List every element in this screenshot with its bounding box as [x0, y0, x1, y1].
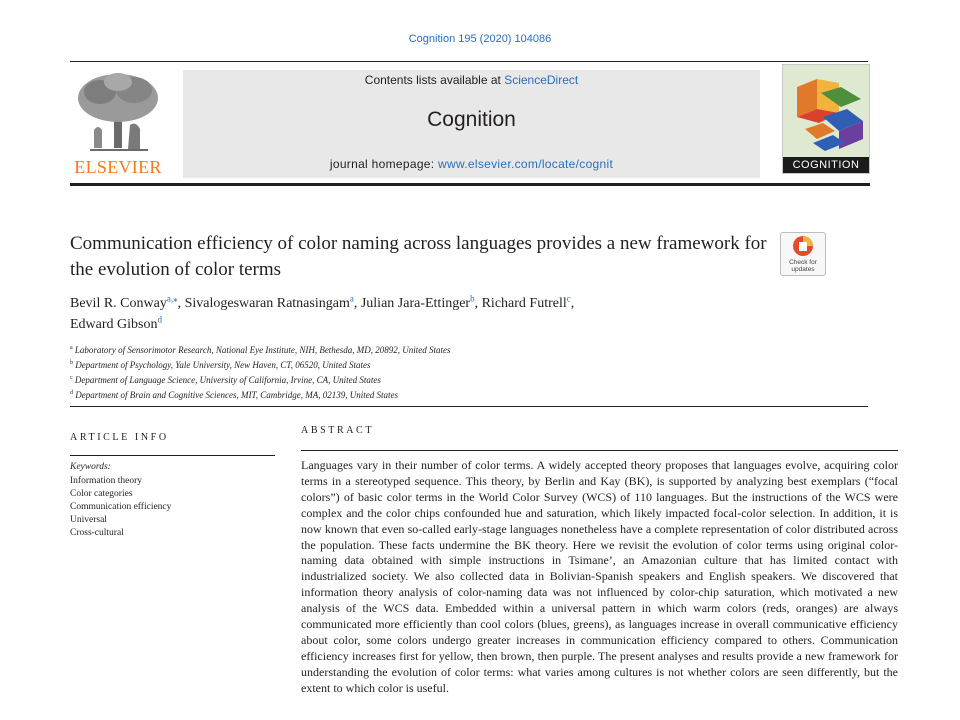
keyword-item: Communication efficiency	[70, 502, 172, 512]
author-name: Bevil R. Conway	[70, 296, 167, 311]
homepage-prefix: journal homepage:	[329, 157, 439, 171]
author-name: Julian Jara-Ettinger	[360, 296, 471, 311]
check-updates-icon	[781, 233, 825, 259]
author[interactable]	[184, 293, 354, 311]
author-affiliation-marker[interactable]: c	[566, 293, 571, 304]
author-name: Edward Gibson	[70, 317, 158, 332]
check-updates-label: Check for updates	[789, 259, 817, 273]
contents-line	[183, 73, 760, 87]
author-name: Sivalogeswaran Ratnasingam	[184, 296, 350, 311]
author-affiliation-marker[interactable]: b	[470, 293, 475, 304]
header-rule	[70, 61, 868, 62]
affiliation-item	[70, 372, 770, 387]
cover-art-icon	[783, 65, 869, 157]
section-divider	[70, 406, 868, 407]
author[interactable]	[481, 293, 571, 311]
tree-icon	[70, 70, 166, 158]
author-affiliation-marker[interactable]: a,⁎	[166, 293, 178, 304]
author[interactable]	[360, 293, 475, 311]
affiliation-text: Laboratory of Sensorimotor Research, National Eye Institute, NIH, Bethesda, MD, 20892, United States	[74, 345, 451, 355]
affiliation-letter: c	[70, 375, 73, 381]
keyword-item: Cross-cultural	[70, 528, 124, 538]
journal-name: Cognition	[427, 108, 516, 131]
sciencedirect-link[interactable]: ScienceDirect	[504, 73, 579, 87]
homepage-line	[183, 157, 760, 171]
homepage-link[interactable]: www.elsevier.com/locate/cognit	[438, 157, 614, 171]
journal-reference[interactable]: Cognition 195 (2020) 104086	[408, 33, 552, 45]
affiliation-item	[70, 342, 770, 357]
author[interactable]	[70, 314, 162, 332]
affiliation-letter: a	[70, 345, 73, 351]
affiliation-text: Department of Brain and Cognitive Sciences, MIT, Cambridge, MA, 02139, United States	[75, 390, 399, 400]
affiliation-text: Department of Psychology, Yale University, New Haven, CT, 06520, United States	[75, 360, 371, 370]
journal-masthead	[183, 70, 760, 178]
check-for-updates-button[interactable]	[780, 232, 826, 276]
author-affiliation-marker[interactable]: d	[157, 314, 162, 325]
header-rule-thick	[70, 183, 870, 186]
author-list: Bevil R. Conway$^{a,⁎}$, Sivalogeswaran Ratnasingam$^a$, Julian Jara-Ettinger$^b$, Richard Futrell$^c$, Edward Gibson$^d$	[70, 293, 575, 332]
author-name: Richard Futrell	[481, 296, 567, 311]
affiliation-list	[70, 342, 770, 402]
keyword-item: Information theory	[70, 476, 143, 486]
affiliation-text: Department of Language Science, University of California, Irvine, CA, United States	[74, 375, 381, 385]
affiliation-letter: b	[70, 360, 73, 366]
contents-prefix: Contents lists available at	[364, 73, 505, 87]
author-affiliation-marker[interactable]: a	[349, 293, 354, 304]
article-info-heading: ARTICLE INFO	[70, 432, 169, 443]
abstract-text: Languages vary in their number of color terms. A widely accepted theory proposes that languages evolve, acquiring color terms in a stereotyped sequence. This theory, by Berlin and Kay (BK), is supported by analyzing best exemplars (“focal colors”) of basic color terms in the World Color Survey (WCS) of 110 languages. But the instructions of the WCS were complex and the color chips confounded hue and saturation, which likely impacted focal-color selection. In addition, it is now known that even so-called early-stage languages nonetheless have a complete representation of color distributed across the population. These facts undermine the BK theory. Here we revisit the evolution of color terms using original color-naming data obtained with simple instructions in Tsimane’, an Amazonian culture that has limited contact with industrialized society. We also collected data in Bolivian-Spanish speakers and English speakers. We discovered that information theory analysis of color-naming data was not influenced by color-chip saturation, which motivated a new analysis of the WCS data. Embedded within a universal pattern in which warm colors (reds, oranges) are always communicated more efficiently than cool colors (blues, greens), as languages increase in overall communicative efficiency about color, some colors undergo greater increases in communication efficiency compared to others. Communication efficiency increases first for yellow, then brown, then purple. The present analyses and results provide a new framework for understanding the evolution of color terms: what varies among cultures is not whether colors are seen differently, but the extent to which color is useful.	[301, 458, 898, 695]
keyword-item: Universal	[70, 515, 107, 525]
keyword-item: Color categories	[70, 489, 133, 499]
article-info-rule	[70, 455, 275, 456]
elsevier-logo[interactable]	[70, 70, 166, 178]
affiliation-item	[70, 357, 770, 372]
affiliation-item	[70, 387, 770, 402]
elsevier-wordmark: ELSEVIER	[74, 157, 162, 177]
abstract-heading: ABSTRACT	[301, 425, 375, 436]
affiliation-letter: d	[70, 390, 73, 396]
abstract-rule	[301, 450, 898, 451]
article-title: Communication efficiency of color naming across languages provides a new framework for the evolution of color terms	[70, 233, 767, 280]
keywords-label: Keywords:	[70, 462, 111, 472]
cover-label: COGNITION	[783, 157, 869, 173]
author[interactable]	[70, 293, 178, 311]
keywords-list	[70, 475, 171, 540]
journal-cover[interactable]	[782, 64, 870, 174]
